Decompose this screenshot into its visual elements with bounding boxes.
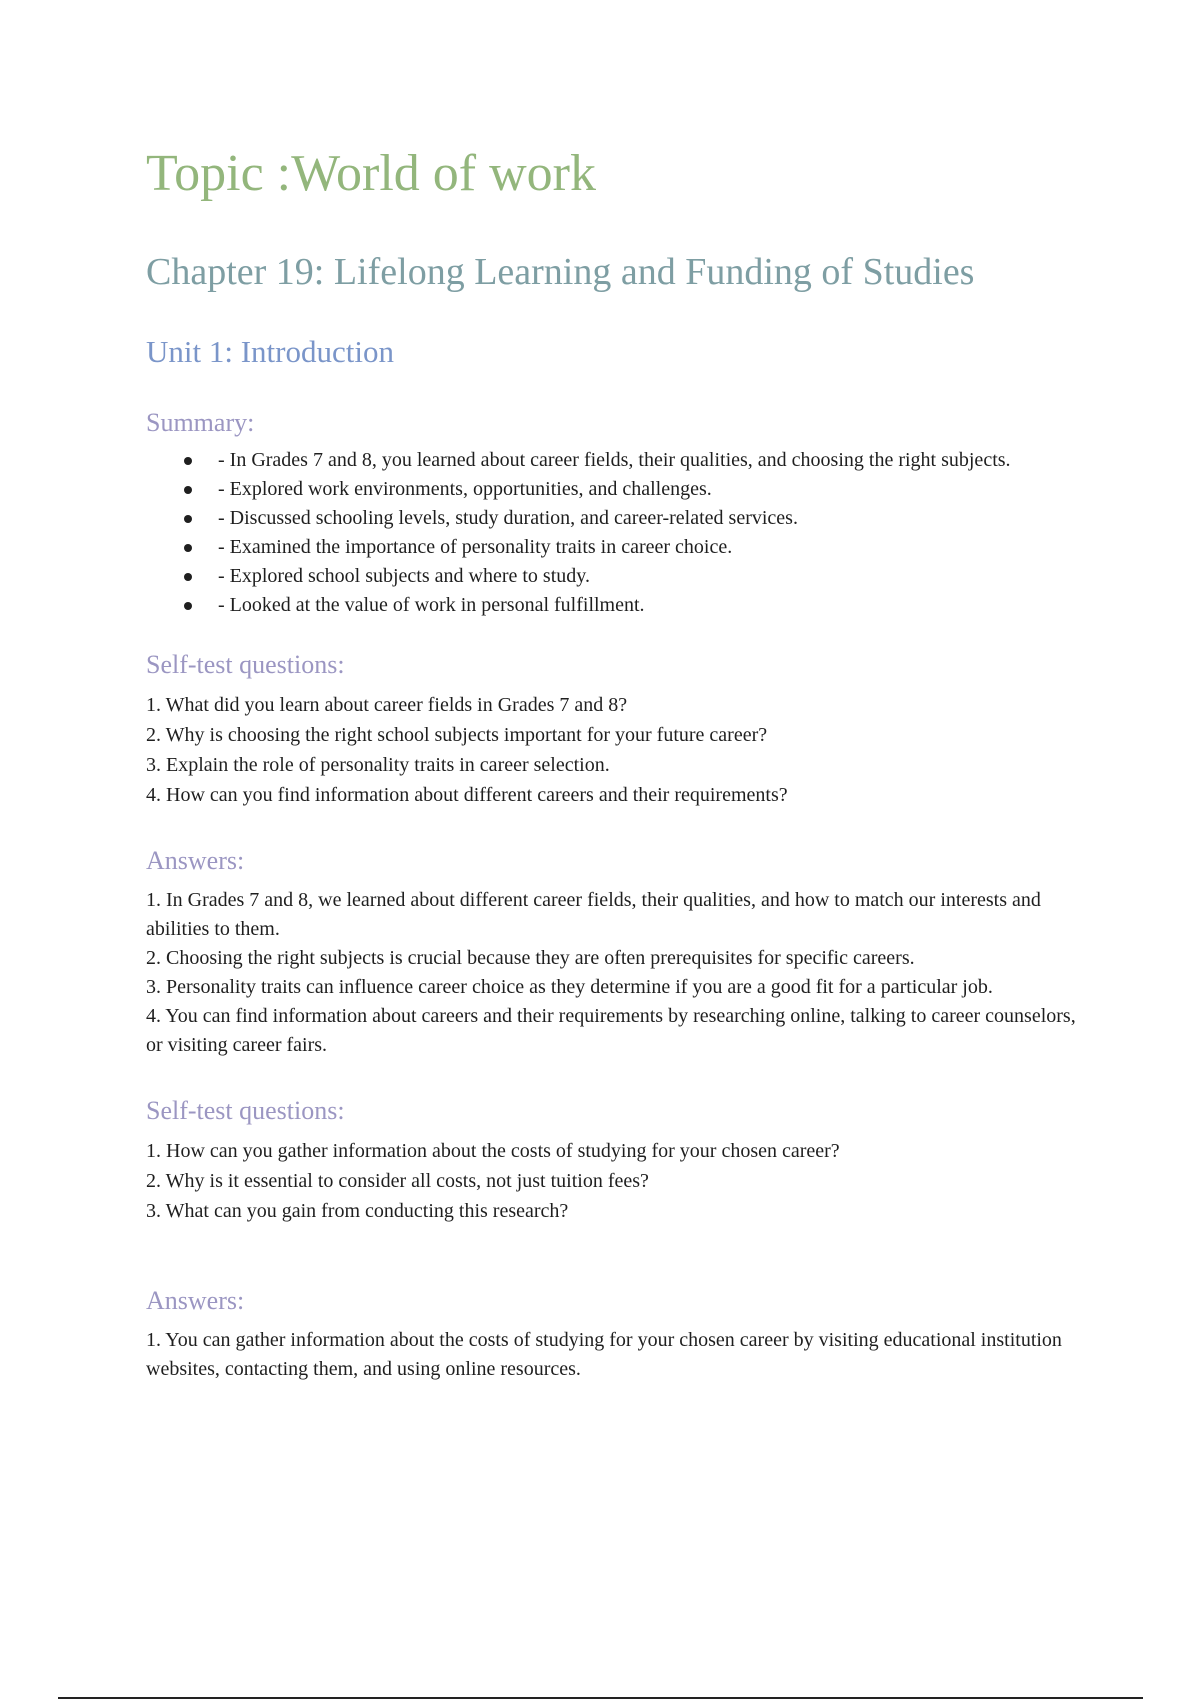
question-item: 2. Why is choosing the right school subjects important for your future career?: [146, 724, 768, 746]
answers-block: [146, 886, 1096, 1060]
summary-item-text: - Looked at the value of work in personal fulfillment.: [218, 594, 645, 616]
answer-item: 1. You can gather information about the costs of studying for your chosen career by visiting educational institution websites, contacting them, and using online resources.: [146, 1329, 1062, 1380]
summary-list: [146, 446, 1096, 620]
list-item: [146, 475, 1038, 504]
summary-item-text: - Discussed schooling levels, study duration, and career-related services.: [218, 507, 798, 529]
answer-item: 2. Choosing the right subjects is crucial because they are often prerequisites for specific careers.: [146, 947, 915, 969]
question-item: 3. Explain the role of personality traits in career selection.: [146, 754, 610, 776]
bullet-icon: [184, 544, 192, 552]
answers-heading: Answers:: [146, 1286, 245, 1315]
summary-item-text: - In Grades 7 and 8, you learned about career fields, their qualities, and choosing the right subjects.: [218, 449, 1011, 471]
list-item: [146, 562, 1038, 591]
list-item: [146, 533, 1038, 562]
bullet-icon: [184, 602, 192, 610]
bullet-icon: [184, 573, 192, 581]
list-item: [146, 504, 1038, 533]
bullet-icon: [184, 486, 192, 494]
list-item: [146, 591, 1038, 620]
document-content: [146, 142, 1096, 1384]
bullet-icon: [184, 457, 192, 465]
question-item: 4. How can you find information about different careers and their requirements?: [146, 784, 788, 806]
self-test-list: [146, 1136, 1096, 1226]
summary-item-text: - Examined the importance of personality traits in career choice.: [218, 536, 733, 558]
summary-item-text: - Explored school subjects and where to study.: [218, 565, 590, 587]
question-item: 1. What did you learn about career fields in Grades 7 and 8?: [146, 694, 628, 716]
answer-item: 1. In Grades 7 and 8, we learned about different career fields, their qualities, and how to match our interests and abilities to them.: [146, 889, 1041, 940]
chapter-title: Chapter 19: Lifelong Learning and Funding of Studies: [146, 251, 975, 293]
self-test-list: [146, 690, 1096, 810]
answers-block: [146, 1326, 1096, 1384]
bottom-divider: [58, 1697, 1143, 1699]
answers-heading: Answers:: [146, 846, 245, 875]
question-item: 1. How can you gather information about the costs of studying for your chosen career?: [146, 1140, 840, 1162]
bullet-icon: [184, 515, 192, 523]
question-item: 3. What can you gain from conducting this research?: [146, 1200, 569, 1222]
topic-title: Topic :World of work: [146, 145, 596, 202]
summary-heading: Summary:: [146, 408, 255, 437]
question-item: 2. Why is it essential to consider all costs, not just tuition fees?: [146, 1170, 649, 1192]
self-test-heading: Self-test questions:: [146, 650, 345, 679]
unit-title: Unit 1: Introduction: [146, 334, 394, 369]
list-item: [146, 446, 1038, 475]
answer-item: 3. Personality traits can influence career choice as they determine if you are a good fit for a particular job.: [146, 976, 993, 998]
answer-item: 4. You can find information about careers and their requirements by researching online, talking to career counselors, or visiting career fairs.: [146, 1005, 1076, 1056]
summary-item-text: - Explored work environments, opportunities, and challenges.: [218, 478, 712, 500]
self-test-heading: Self-test questions:: [146, 1096, 345, 1125]
